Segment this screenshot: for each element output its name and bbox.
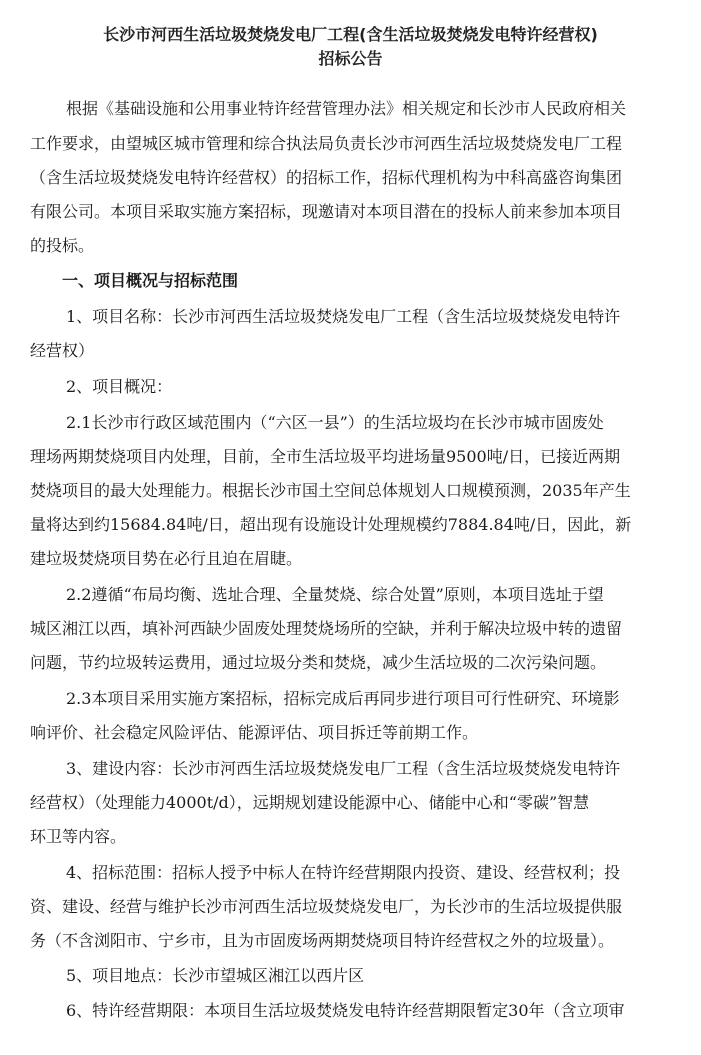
item-2-2-line: 2.2遵循“布局均衡、选址合理、全量焚烧、综合处置”原则，本项目选址于望 — [66, 585, 604, 604]
intro-line: 有限公司。本项目采取实施方案招标，现邀请对本项目潜在的投标人前来参加本项目 — [30, 202, 623, 221]
section-heading: 一、项目概况与招标范围 — [62, 271, 239, 290]
item-2-3-line: 2.3本项目采用实施方案招标，招标完成后再同步进行项目可行性研究、环境影 — [66, 689, 620, 708]
document-title: 长沙市河西生活垃圾焚烧发电厂工程(含生活垃圾焚烧发电特许经营权) — [103, 25, 598, 44]
item-2-1-line: 理场两期焚烧项目内处理，目前，全市生活垃圾平均进场量9500吨/日，已接近两期 — [30, 447, 621, 466]
document-subtitle: 招标公告 — [318, 49, 383, 68]
intro-line: 工作要求，由望城区城市管理和综合执法局负责长沙市河西生活垃圾焚烧发电厂工程 — [30, 134, 623, 153]
item-3-line: 环卫等内容。 — [30, 827, 127, 846]
item-2-1-line: 建垃圾焚烧项目势在必行且迫在眉睫。 — [30, 549, 303, 568]
item-4-line: 资、建设、经营与维护长沙市河西生活垃圾焚烧发电厂，为长沙市的生活垃圾提供服 — [30, 897, 623, 916]
item-4-line: 务（不含浏阳市、宁乡市，且为市固废场两期焚烧项目特许经营权之外的垃圾量）。 — [30, 931, 615, 950]
item-2-2-line: 问题，节约垃圾转运费用，通过垃圾分类和焚烧，减少生活垃圾的二次污染问题。 — [30, 653, 607, 672]
intro-line: 根据《基础设施和公用事业特许经营管理办法》相关规定和长沙市人民政府相关 — [66, 99, 627, 118]
item-2-3-line: 响评价、社会稳定风险评估、能源评估、项目拆迁等前期工作。 — [30, 723, 479, 742]
item-3-line: 3、建设内容：长沙市河西生活垃圾焚烧发电厂工程（含生活垃圾焚烧发电特许 — [66, 759, 621, 778]
item-5-line: 5、项目地点：长沙市望城区湘江以西片区 — [66, 966, 365, 985]
intro-line: （含生活垃圾焚烧发电特许经营权）的招标工作，招标代理机构为中科高盛咨询集团 — [30, 168, 623, 187]
item-2-2-line: 城区湘江以西，填补河西缺少固废处理焚烧场所的空缺，并利于解决垃圾中转的遗留 — [30, 619, 623, 638]
item-4-line: 4、招标范围：招标人授予中标人在特许经营期限内投资、建设、经营权利；投 — [66, 863, 621, 882]
item-3-line: 经营权）（处理能力4000t/d），远期规划建设能源中心、储能中心和“零碳”智慧 — [30, 793, 590, 812]
item-2-1-line: 量将达到约15684.84吨/日，超出现有设施设计处理规模约7884.84吨/日，因此，新 — [30, 515, 632, 534]
intro-line: 的投标。 — [30, 236, 95, 255]
item-1-line: 经营权） — [30, 341, 95, 360]
item-1-line: 1、项目名称：长沙市河西生活垃圾焚烧发电厂工程（含生活垃圾焚烧发电特许 — [66, 307, 621, 326]
item-2-1-line: 焚烧项目的最大处理能力。根据长沙市国土空间总体规划人口规模预测，2035年产生 — [30, 481, 631, 500]
item-6-line: 6、特许经营期限：本项目生活垃圾焚烧发电特许经营期限暂定30年（含立项审 — [66, 1001, 625, 1020]
item-2-1-line: 2.1长沙市行政区域范围内（“六区一县”）的生活垃圾均在长沙市城市固废处 — [66, 413, 604, 432]
item-2-line: 2、项目概况： — [66, 377, 173, 396]
